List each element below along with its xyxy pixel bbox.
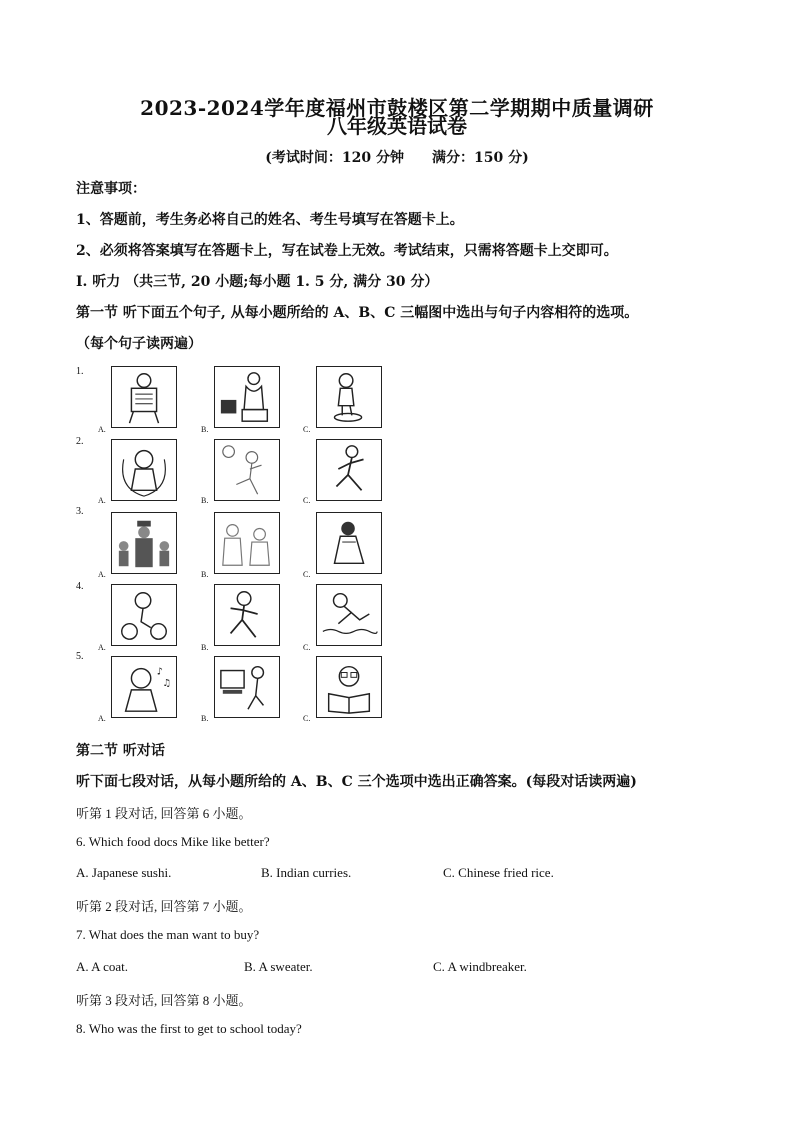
option-label: A. bbox=[98, 425, 106, 434]
option-label: A. bbox=[98, 570, 106, 579]
question-number: 3. bbox=[76, 506, 84, 517]
section1-note: （每个句子读两遍） bbox=[76, 336, 202, 352]
exam-info: (考试时间：120 分钟 满分：150 分) bbox=[265, 150, 529, 166]
option-label: B. bbox=[201, 496, 209, 505]
question-number: 1. bbox=[76, 366, 84, 377]
dialogue-prompt: 听第 1 段对话, 回答第 6 小题。 bbox=[76, 806, 252, 821]
option-label: B. bbox=[201, 714, 209, 723]
notice-item-1: 1、答题前，考生务必将自己的姓名、考生号填写在答题卡上。 bbox=[76, 212, 464, 228]
picture-girl-jumping-rope[interactable] bbox=[111, 439, 177, 501]
question-6: 6. Which food docs Mike like better? bbox=[76, 834, 270, 849]
option-label: B. bbox=[201, 570, 209, 579]
option-label: B. bbox=[201, 643, 209, 652]
picture-man-reading-newspaper[interactable] bbox=[111, 366, 177, 428]
option-label: C. bbox=[303, 570, 311, 579]
notice-item-2: 2、必须将答案填写在答题卡上，写在试卷上无效。考试结束，只需将答题卡上交即可。 bbox=[76, 243, 618, 259]
notice-heading: 注意事项： bbox=[76, 181, 146, 197]
picture-king-with-children[interactable] bbox=[111, 512, 177, 574]
section2-instruction: 听下面七段对话，从每小题所给的 A、B、C 三个选项中选出正确答案。(每段对话读两遍) bbox=[76, 774, 637, 790]
picture-girl-running[interactable] bbox=[316, 439, 382, 501]
question-number: 5. bbox=[76, 651, 84, 662]
exam-title: 2023-2024学年度福州市鼓楼区第二学期期中质量调研 bbox=[140, 96, 654, 120]
svg-text:♫: ♫ bbox=[162, 678, 172, 690]
picture-girl-running-race[interactable] bbox=[214, 584, 280, 646]
exam-subtitle: 八年级英语试卷 bbox=[327, 114, 467, 138]
picture-girl-kicking-ball[interactable] bbox=[214, 439, 280, 501]
question-number: 2. bbox=[76, 436, 84, 447]
option-label: C. bbox=[303, 496, 311, 505]
option-label: C. bbox=[303, 425, 311, 434]
option-label: C. bbox=[303, 643, 311, 652]
section1-title: 第一节 听下面五个句子, 从每小题所给的 A、B、C 三幅图中选出与句子内容相符的选项。 bbox=[76, 305, 639, 321]
option-label: C. bbox=[303, 714, 311, 723]
option-a[interactable]: A. A coat. bbox=[76, 959, 128, 974]
listening-heading: I. 听力 （共三节, 20 小题;每小题 1. 5 分, 满分 30 分） bbox=[76, 274, 439, 290]
option-label: A. bbox=[98, 714, 106, 723]
picture-fairy-tale-characters[interactable] bbox=[214, 512, 280, 574]
section2-title: 第二节 听对话 bbox=[76, 743, 165, 759]
option-b[interactable]: B. Indian curries. bbox=[261, 865, 352, 880]
picture-person-at-computer[interactable] bbox=[214, 656, 280, 718]
option-label: A. bbox=[98, 643, 106, 652]
option-label: A. bbox=[98, 496, 106, 505]
picture-girl-swimming[interactable] bbox=[316, 584, 382, 646]
option-b[interactable]: B. A sweater. bbox=[244, 959, 313, 974]
question-7: 7. What does the man want to buy? bbox=[76, 927, 260, 942]
picture-child-riding-bike[interactable] bbox=[111, 584, 177, 646]
svg-text:♪: ♪ bbox=[156, 666, 163, 678]
picture-woman-sitting-with-tv[interactable] bbox=[214, 366, 280, 428]
question-8: 8. Who was the first to get to school today? bbox=[76, 1021, 302, 1036]
question-number: 4. bbox=[76, 581, 84, 592]
option-label: B. bbox=[201, 425, 209, 434]
option-a[interactable]: A. Japanese sushi. bbox=[76, 865, 172, 880]
option-c[interactable]: C. Chinese fried rice. bbox=[443, 865, 554, 880]
dialogue-prompt: 听第 2 段对话, 回答第 7 小题。 bbox=[76, 899, 252, 914]
picture-boy-listening-music[interactable] bbox=[111, 656, 177, 718]
picture-snow-white[interactable] bbox=[316, 512, 382, 574]
option-c[interactable]: C. A windbreaker. bbox=[433, 959, 527, 974]
picture-old-man-soaking-feet[interactable] bbox=[316, 366, 382, 428]
dialogue-prompt: 听第 3 段对话, 回答第 8 小题。 bbox=[76, 993, 252, 1008]
picture-boy-reading-book[interactable] bbox=[316, 656, 382, 718]
